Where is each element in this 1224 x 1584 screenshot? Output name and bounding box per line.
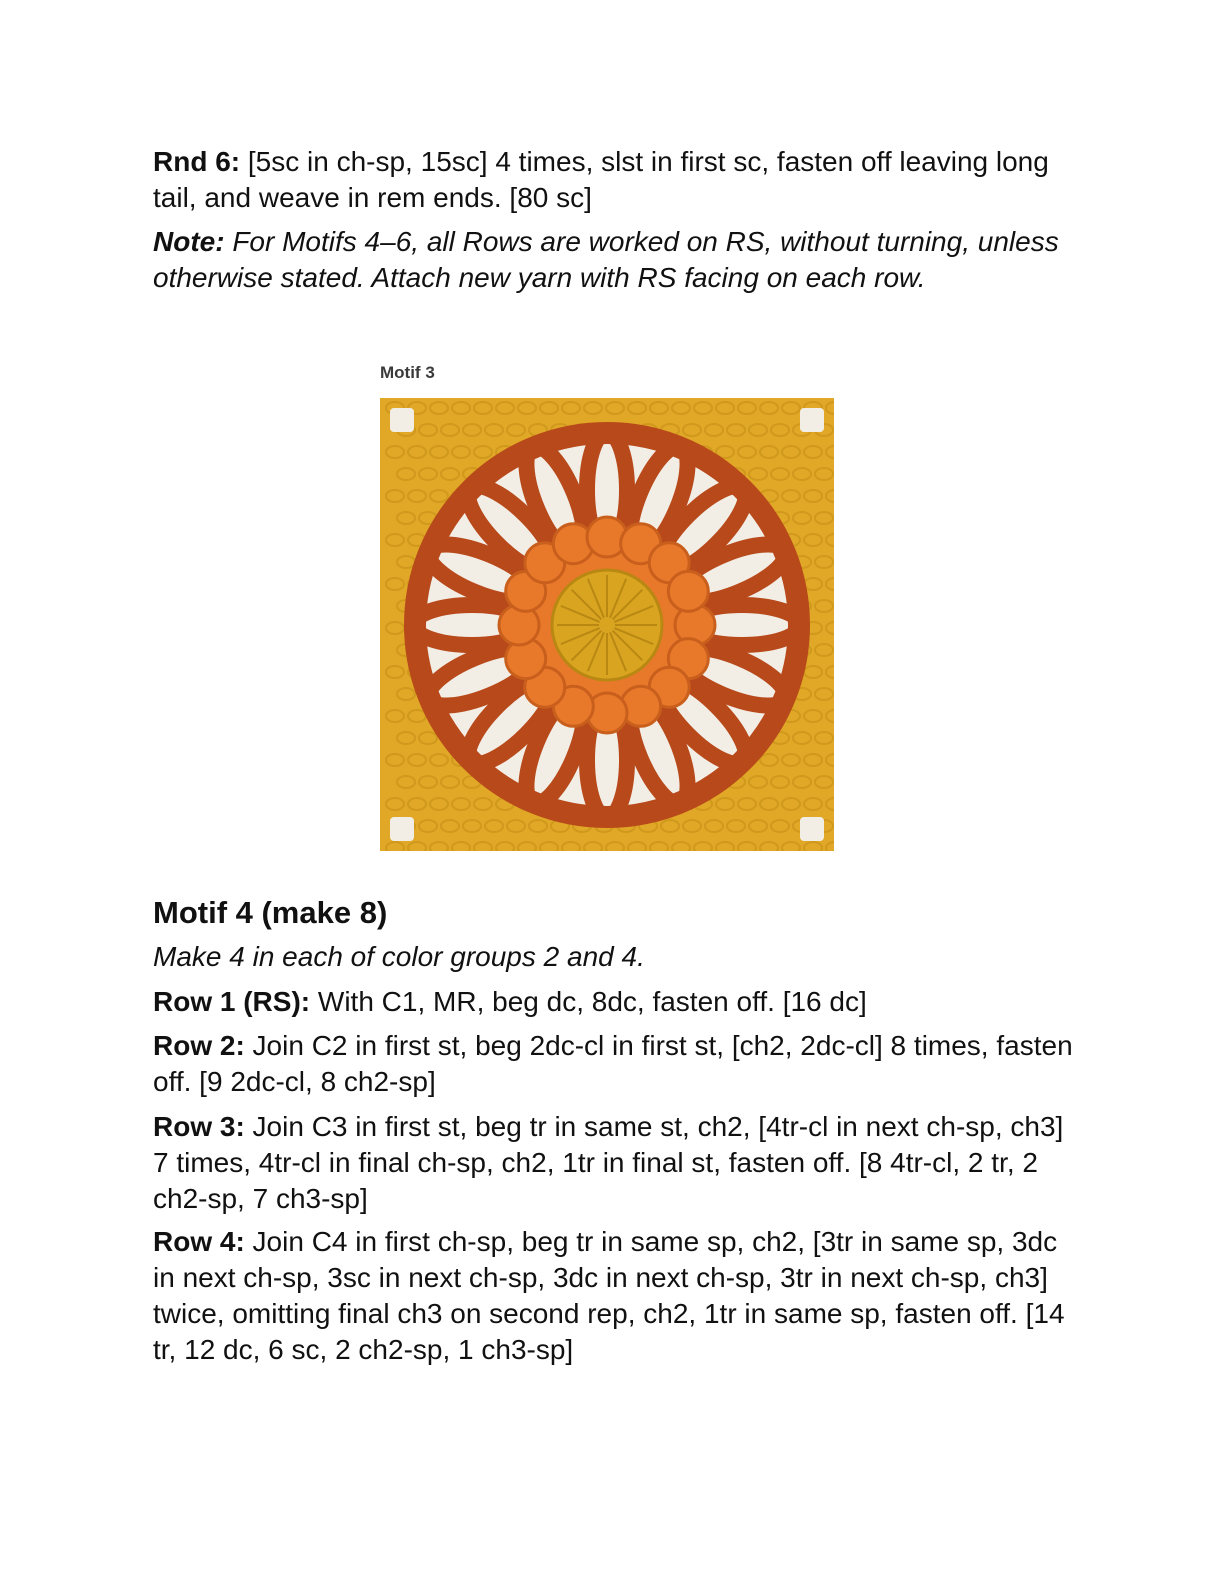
figure-caption: Motif 3	[380, 363, 435, 382]
motif4-subtitle: Make 4 in each of color groups 2 and 4.	[153, 941, 645, 972]
petal	[668, 571, 708, 611]
corner-gap	[390, 817, 414, 841]
row-1-text: With C1, MR, beg dc, 8dc, fasten off. [16 dc]	[310, 986, 867, 1017]
row-4-paragraph	[153, 1224, 1073, 1368]
row-3-paragraph	[153, 1109, 1073, 1217]
motif4-heading: Motif 4 (make 8)	[153, 895, 388, 930]
rnd6-paragraph	[153, 144, 1073, 216]
note-text: For Motifs 4–6, all Rows are worked on RS, without turning, unless otherwise stated. Attach new yarn with RS facing on each row.	[153, 226, 1059, 293]
corner-gap	[390, 408, 414, 432]
note-label: Note:	[153, 226, 225, 257]
row-4-label: Row 4:	[153, 1226, 245, 1257]
row-2-label: Row 2:	[153, 1030, 245, 1061]
row-2-text: Join C2 in first st, beg 2dc-cl in first st, [ch2, 2dc-cl] 8 times, fasten off. [9 2dc-cl, 8 ch2-sp]	[153, 1030, 1073, 1097]
rnd6-text: [5sc in ch-sp, 15sc] 4 times, slst in first sc, fasten off leaving long tail, and weave in rem ends. [80 sc]	[153, 146, 1049, 213]
row-4-text: Join C4 in first ch-sp, beg tr in same sp, ch2, [3tr in same sp, 3dc in next ch-sp, 3sc in next ch-sp, 3dc in next ch-sp, 3tr in next ch-sp, ch3] twice, omitting final ch3 on second rep, ch2, 1tr in same sp, fasten off. [14 tr, 12 dc, 6 sc, 2 ch2-sp, 1 ch3-sp]	[153, 1226, 1065, 1365]
crochet-square-illustration	[380, 398, 834, 851]
corner-gap	[800, 817, 824, 841]
motif-3-photo	[380, 398, 834, 851]
row-2-paragraph	[153, 1028, 1073, 1100]
row-3-text: Join C3 in first st, beg tr in same st, ch2, [4tr-cl in next ch-sp, ch3] 7 times, 4tr-cl in final ch-sp, ch2, 1tr in final st, fasten off. [8 4tr-cl, 2 tr, 2 ch2-sp, 7 ch3-sp]	[153, 1111, 1064, 1214]
rnd6-label: Rnd 6:	[153, 146, 241, 177]
note-paragraph	[153, 224, 1073, 296]
corner-gap	[800, 408, 824, 432]
row-1-paragraph	[153, 984, 1073, 1020]
row-1-label: Row 1 (RS):	[153, 986, 311, 1017]
row-3-label: Row 3:	[153, 1111, 245, 1142]
